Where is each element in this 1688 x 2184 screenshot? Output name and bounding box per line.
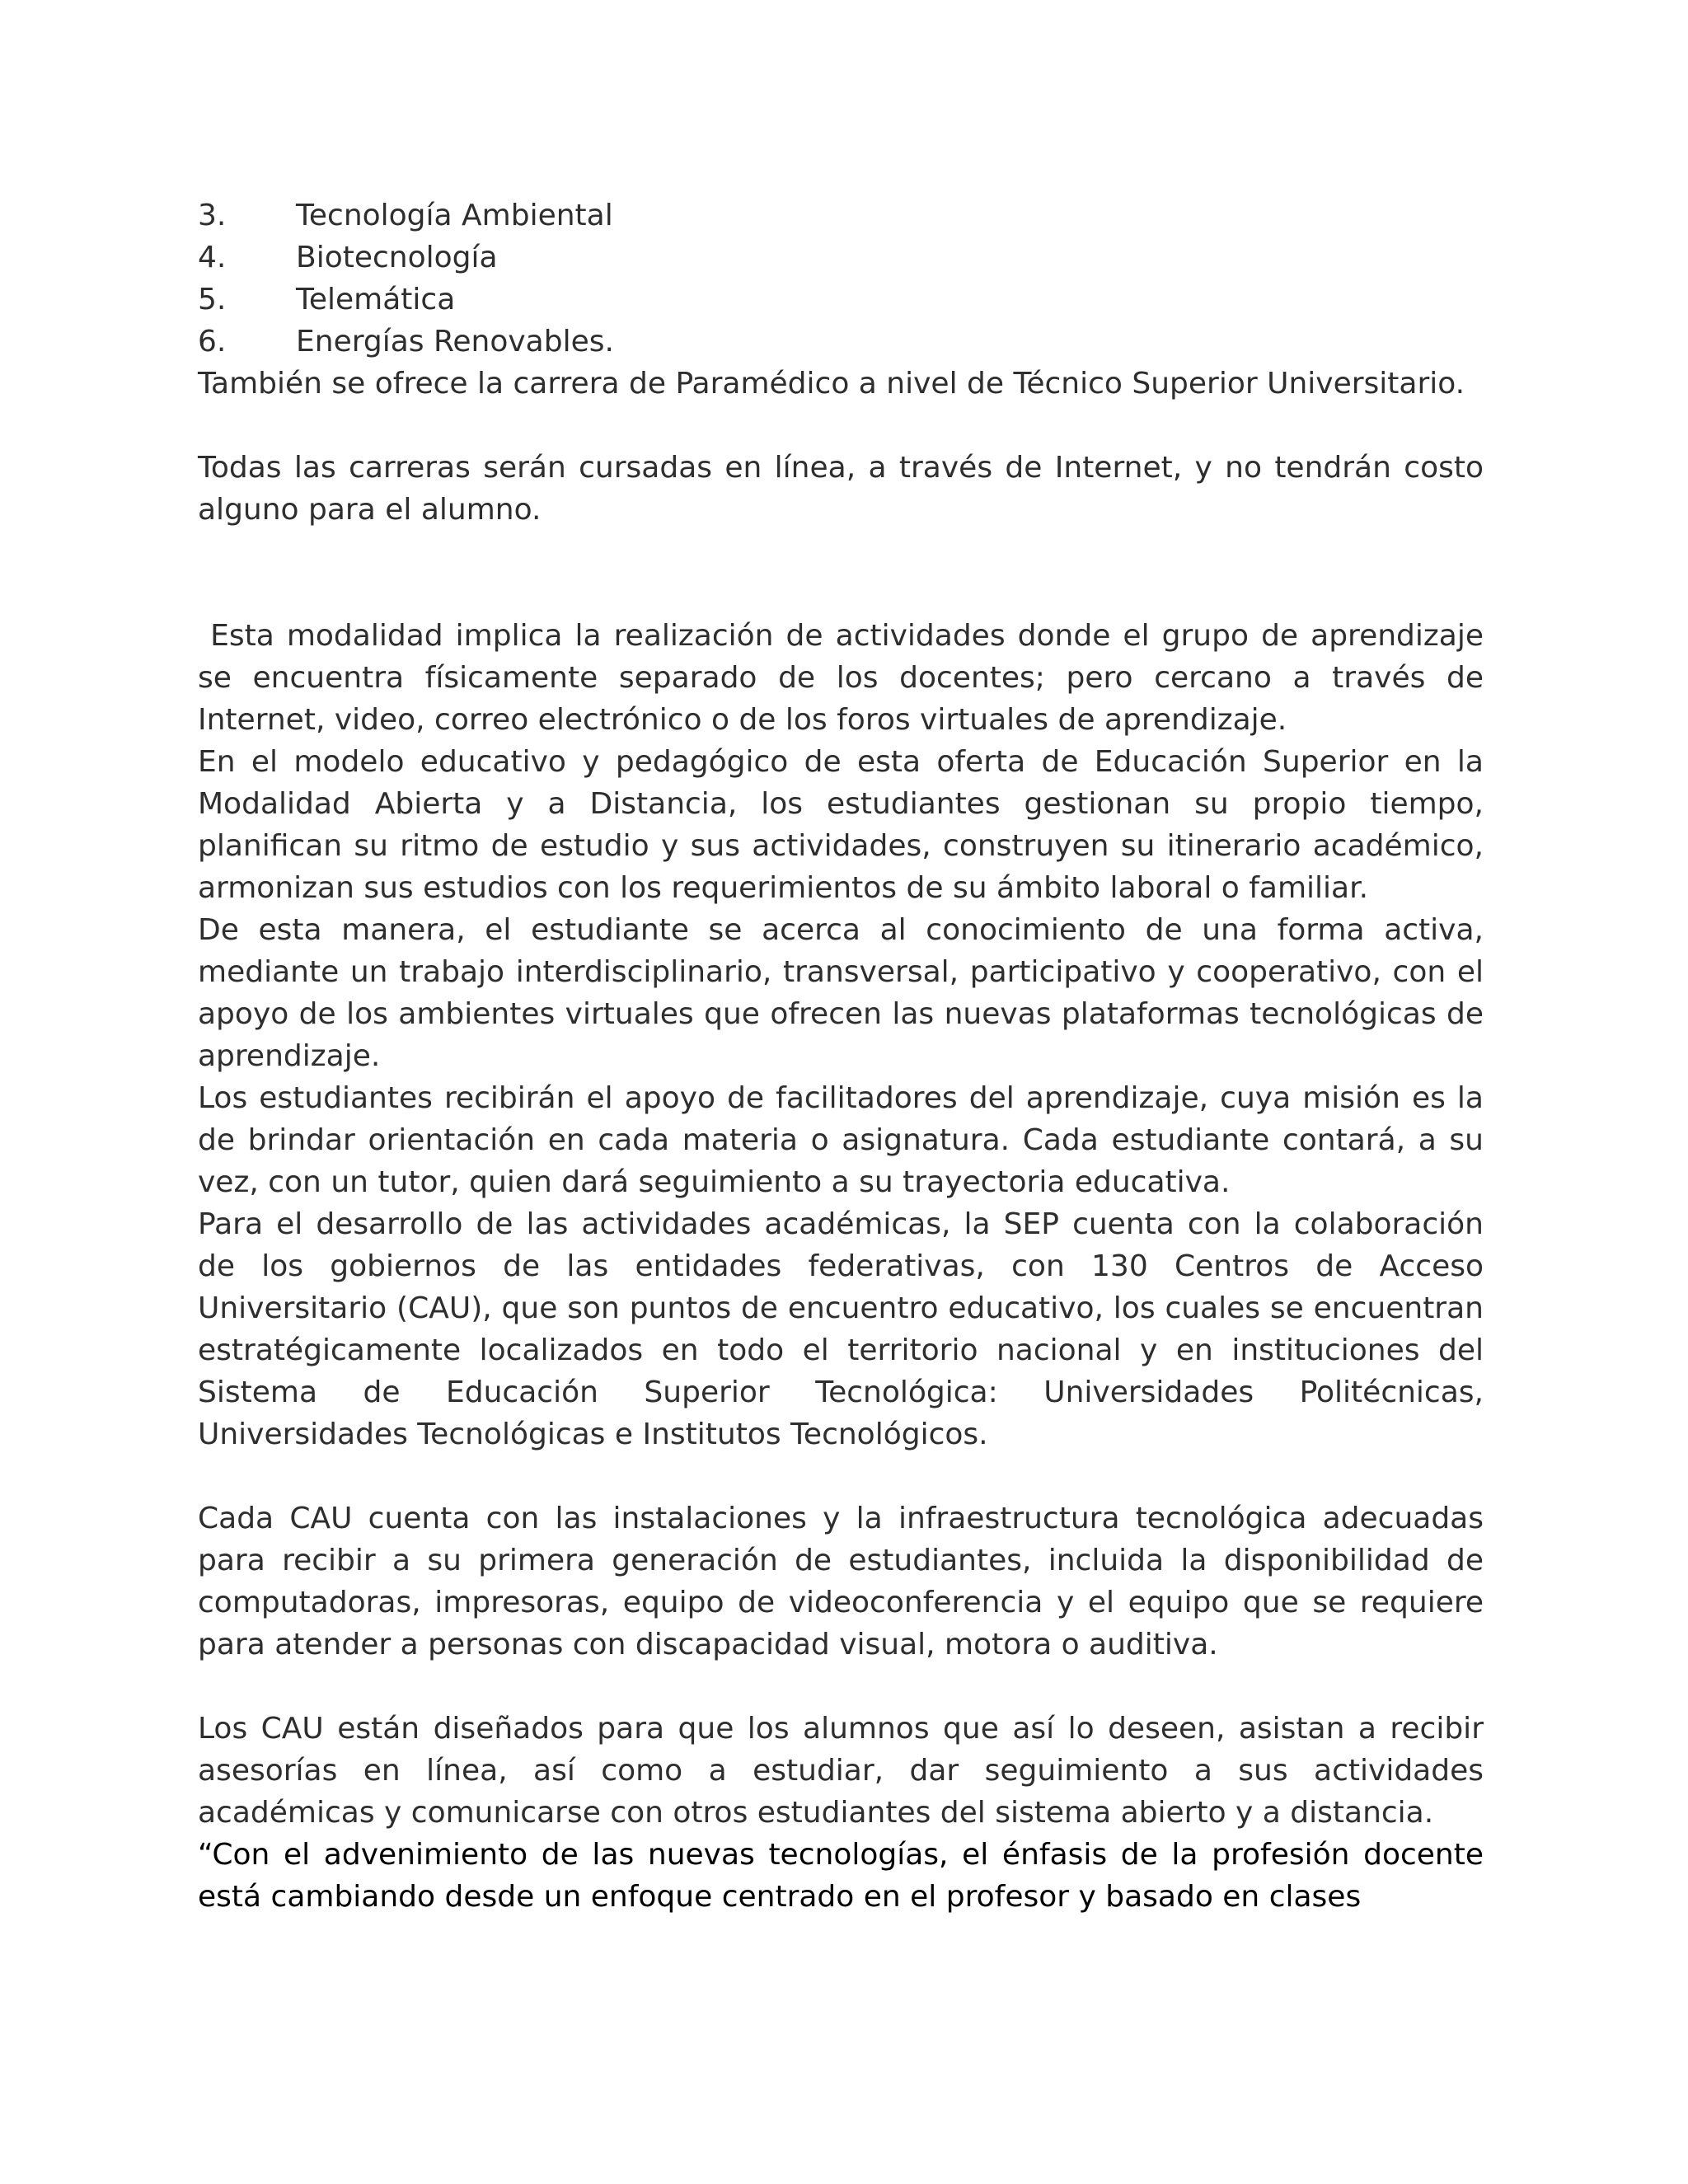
spacer <box>198 1455 1484 1497</box>
list-item <box>198 279 1484 321</box>
paragraph-modalidad: Esta modalidad implica la realización de actividades donde el grupo de aprendizaje se encuentra físicamente separado de los docentes; pero cercano a través de Internet, video, correo electrónico o de los foros virtuales de aprendizaje. <box>198 619 1493 737</box>
list-item <box>198 237 1484 279</box>
paragraph-online: Todas las carreras serán cursadas en línea, a través de Internet, y no tendrán costo alguno para el alumno. <box>198 451 1484 527</box>
list-text: Biotecnología <box>296 241 498 274</box>
paragraph-instalaciones: Cada CAU cuenta con las instalaciones y la infraestructura tecnológica adecuadas para recibir a su primera generación de estudiantes, incluida la disponibilidad de computadoras, impresoras, equipo de videoconferencia y el equipo que se requiere para atender a personas con discapacidad visual, motora o auditiva. <box>198 1502 1484 1661</box>
list-number: 5. <box>198 283 227 316</box>
spacer <box>198 531 1484 615</box>
list-text: Telemática <box>296 283 456 316</box>
list-number: 6. <box>198 325 227 359</box>
paragraph-conocimiento: De esta manera, el estudiante se acerca al conocimiento de una forma activa, mediante un trabajo interdisciplinario, transversal, participativo y cooperativo, con el apoyo de los ambientes virtuales que ofrecen las nuevas plataformas tecnológicas de aprendizaje. <box>198 913 1484 1073</box>
list-number: 4. <box>198 241 227 274</box>
careers-list <box>198 194 1484 363</box>
spacer <box>198 405 1484 447</box>
list-number: 3. <box>198 199 227 232</box>
list-item <box>198 321 1484 363</box>
paragraph-asesorias: Los CAU están diseñados para que los alumnos que así lo deseen, asistan a recibir asesorías en línea, así como a estudiar, dar seguimiento a sus actividades académicas y comunicarse con otros estudiantes del sistema abierto y a distancia. <box>198 1712 1484 1830</box>
paragraph-cau: Para el desarrollo de las actividades académicas, la SEP cuenta con la colaboración de los gobiernos de las entidades federativas, con 130 Centros de Acceso Universitario (CAU), que son puntos de encuentro educativo, los cuales se encuentran estratégicamente localizados en todo el territorio nacional y en instituciones del Sistema de Educación Superior Tecnológica: Universidades Politécnicas, Universidades Tecnológicas e Institutos Tecnológicos. <box>198 1207 1484 1451</box>
paragraph-modelo-educativo: En el modelo educativo y pedagógico de esta oferta de Educación Superior en la Modalidad Abierta y a Distancia, los estudiantes gestionan su propio tiempo, planifican su ritmo de estudio y sus actividades, construyen su itinerario académico, armonizan sus estudios con los requerimientos de su ámbito laboral o familiar. <box>198 745 1484 905</box>
spacer <box>198 1666 1484 1708</box>
paragraph-facilitadores: Los estudiantes recibirán el apoyo de facilitadores del aprendizaje, cuya misión es la de brindar orientación en cada materia o asignatura. Cada estudiante contará, a su vez, con un tutor, quien dará seguimiento a su trayectoria educativa. <box>198 1081 1484 1199</box>
list-text: Tecnología Ambiental <box>296 199 613 232</box>
list-text: Energías Renovables. <box>296 325 614 359</box>
paragraph-quote: “Con el advenimiento de las nuevas tecnologías, el énfasis de la profesión docente está cambiando desde un enfoque centrado en el profesor y basado en clases <box>198 1838 1484 1914</box>
paragraph-paramedico: También se ofrece la carrera de Paramédico a nivel de Técnico Superior Universitario. <box>198 367 1465 401</box>
document-page <box>198 194 1493 1918</box>
list-item <box>198 194 1484 237</box>
